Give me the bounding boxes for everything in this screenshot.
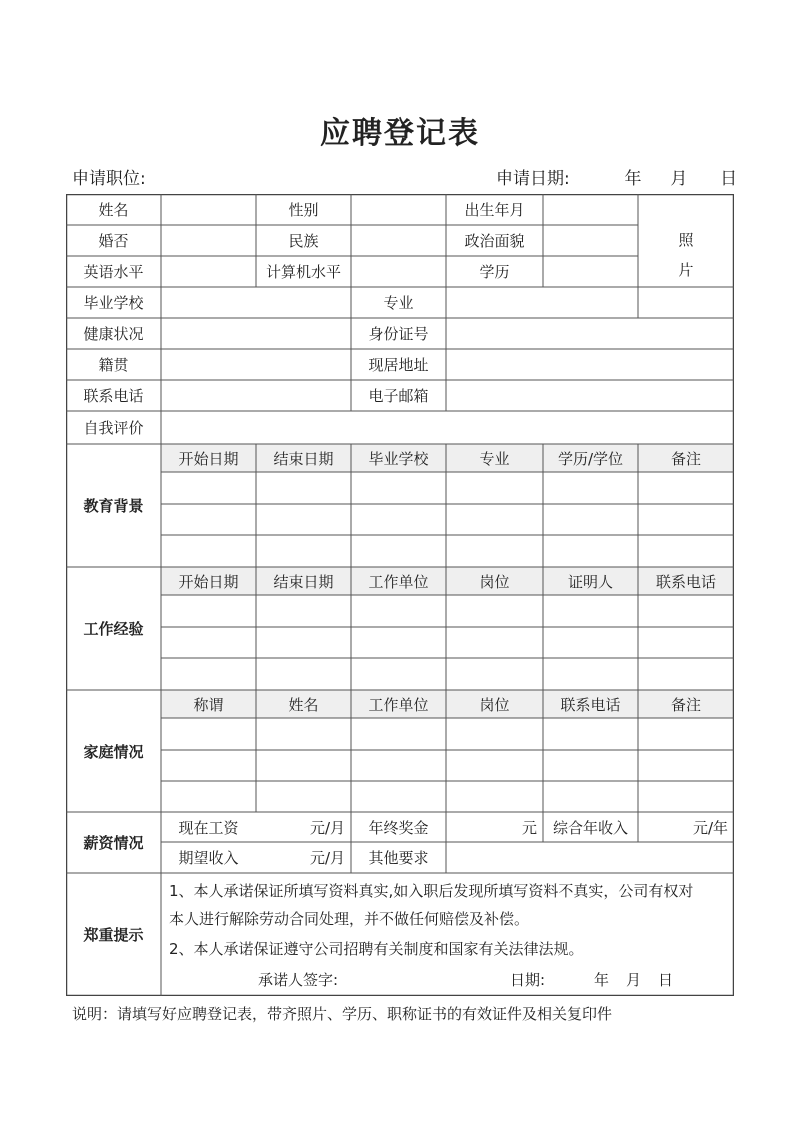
family-col-relation: 称谓 xyxy=(193,695,224,714)
label-native: 籍贯 xyxy=(98,356,129,374)
notice-line-2: 本人进行解除劳动合同处理，并不做任何赔偿及补偿。 xyxy=(169,910,530,928)
edu-col-school: 毕业学校 xyxy=(368,449,429,468)
edu-col-end: 结束日期 xyxy=(273,449,334,468)
signature-label: 承诺人签字: xyxy=(258,971,339,989)
notice-line-1: 1、本人承诺保证所填写资料真实,如入职后发现所填写资料不真实，公司有权对 xyxy=(169,882,694,900)
label-annual-income: 综合年收入 xyxy=(552,818,628,837)
notice-day: 日 xyxy=(658,971,674,989)
notice-section-label: 郑重提示 xyxy=(83,926,144,944)
notice-year: 年 xyxy=(594,971,610,989)
edu-col-start: 开始日期 xyxy=(178,449,239,468)
date-label: 申请日期: xyxy=(496,169,570,189)
input-ethnicity[interactable] xyxy=(351,225,446,256)
input-self-eval[interactable] xyxy=(161,411,734,444)
edu-col-degree: 学历/学位 xyxy=(557,449,624,468)
notice-line-3: 2、本人承诺保证遵守公司招聘有关制度和国家有关法律法规。 xyxy=(169,940,584,958)
label-other-requirements: 其他要求 xyxy=(368,849,429,867)
label-expected-income: 期望收入 xyxy=(178,849,239,867)
label-education: 学历 xyxy=(479,263,510,281)
label-birth: 出生年月 xyxy=(464,201,525,219)
input-computer[interactable] xyxy=(351,256,446,287)
notice-date-label: 日期: xyxy=(510,971,546,989)
family-section-label: 家庭情况 xyxy=(83,742,144,761)
label-ethnicity: 民族 xyxy=(288,232,319,250)
label-english: 英语水平 xyxy=(83,263,144,281)
footnote: 说明：请填写好应聘登记表，带齐照片、学历、职称证书的有效证件及相关复印件 xyxy=(72,1005,613,1023)
input-health[interactable] xyxy=(161,318,351,349)
edu-col-major: 专业 xyxy=(479,449,510,468)
input-native[interactable] xyxy=(161,349,351,380)
input-name[interactable] xyxy=(161,194,256,225)
edu-col-notes: 备注 xyxy=(670,449,701,468)
label-address: 现居地址 xyxy=(368,356,429,374)
registration-form xyxy=(66,194,734,996)
label-self-eval: 自我评价 xyxy=(83,419,144,437)
input-marital[interactable] xyxy=(161,225,256,256)
family-col-employer: 工作单位 xyxy=(368,695,429,714)
work-col-end: 结束日期 xyxy=(273,572,334,591)
work-col-phone: 联系电话 xyxy=(655,572,716,591)
photo-label-2: 片 xyxy=(678,260,694,279)
label-phone: 联系电话 xyxy=(83,387,144,405)
label-current-salary: 现在工资 xyxy=(178,818,239,837)
label-marital: 婚否 xyxy=(98,232,129,250)
education-section-label: 教育背景 xyxy=(83,497,144,515)
label-health: 健康状况 xyxy=(83,325,144,343)
family-col-phone: 联系电话 xyxy=(560,695,621,714)
work-col-employer: 工作单位 xyxy=(368,572,429,591)
year-label: 年 xyxy=(624,169,642,189)
label-political: 政治面貌 xyxy=(464,232,525,250)
family-col-notes: 备注 xyxy=(670,695,701,714)
label-year-bonus: 年终奖金 xyxy=(368,818,429,837)
label-name: 姓名 xyxy=(98,201,129,219)
input-email[interactable] xyxy=(446,380,734,411)
input-birth[interactable] xyxy=(543,194,638,225)
input-education[interactable] xyxy=(543,256,638,287)
label-school: 毕业学校 xyxy=(83,294,144,312)
family-col-position: 岗位 xyxy=(479,695,510,714)
input-id-number[interactable] xyxy=(446,318,734,349)
label-computer: 计算机水平 xyxy=(265,263,341,281)
input-political[interactable] xyxy=(543,225,638,256)
family-col-name: 姓名 xyxy=(288,695,319,714)
label-major: 专业 xyxy=(383,294,414,312)
position-label: 申请职位: xyxy=(72,169,146,189)
work-section-label: 工作经验 xyxy=(83,620,144,638)
label-email: 电子邮箱 xyxy=(368,387,429,405)
input-phone[interactable] xyxy=(161,380,351,411)
month-label: 月 xyxy=(670,169,688,189)
photo-label-1: 照 xyxy=(678,230,694,249)
input-school[interactable] xyxy=(161,287,351,318)
input-major[interactable] xyxy=(446,287,638,318)
work-col-reference: 证明人 xyxy=(567,572,613,591)
label-gender: 性别 xyxy=(288,201,319,219)
current-salary-unit: 元/月 xyxy=(309,818,345,837)
input-address[interactable] xyxy=(446,349,734,380)
work-col-position: 岗位 xyxy=(479,572,510,591)
label-id-number: 身份证号 xyxy=(368,325,429,343)
year-bonus-unit: 元 xyxy=(521,818,537,837)
application-date xyxy=(496,164,737,189)
input-english[interactable] xyxy=(161,256,256,287)
input-other-requirements[interactable] xyxy=(446,842,734,873)
annual-income-unit: 元/年 xyxy=(692,818,728,837)
expected-income-unit: 元/月 xyxy=(309,849,345,867)
input-gender[interactable] xyxy=(351,194,446,225)
salary-section-label: 薪资情况 xyxy=(83,834,144,852)
notice-month: 月 xyxy=(626,971,642,989)
work-col-start: 开始日期 xyxy=(178,572,239,591)
form-title: 应聘登记表 xyxy=(320,116,480,151)
day-label: 日 xyxy=(720,169,738,189)
